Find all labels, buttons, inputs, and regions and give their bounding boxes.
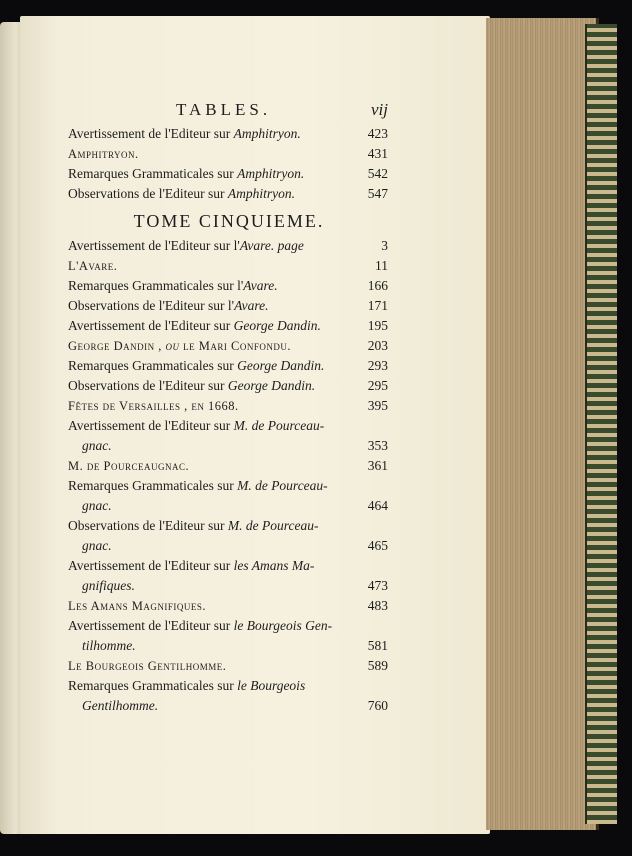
- toc-entry: [68, 236, 390, 256]
- toc-page-number: 361: [367, 458, 388, 473]
- toc-entry: [68, 184, 390, 204]
- entry-text: Observations de l'Editeur sur: [68, 186, 228, 201]
- book-page: [20, 16, 490, 834]
- toc-page-number: 195: [367, 318, 388, 333]
- book-spine: [585, 24, 617, 824]
- toc-page-number: 465: [367, 538, 388, 553]
- entry-text: Fêtes de Versailles , en 1668.: [68, 399, 239, 413]
- entry-list: [68, 124, 390, 716]
- entry-italic-text: Amphitryon.: [227, 186, 296, 201]
- toc-entry: [68, 336, 390, 356]
- toc-entry-title: [68, 596, 390, 616]
- entry-text: Remarques Grammaticales sur: [68, 358, 238, 373]
- toc-page-number: 431: [367, 146, 388, 161]
- toc-entry: [68, 124, 390, 144]
- toc-entry: [68, 296, 390, 316]
- entry-continuation: gnac.: [82, 538, 112, 553]
- entry-italic-text: Amphitryon.: [237, 166, 305, 181]
- running-header: [68, 100, 390, 120]
- toc-page-number: 203: [367, 338, 388, 353]
- entry-continuation: gnac.: [82, 498, 112, 513]
- toc-entry: [68, 376, 390, 396]
- toc-page-number: 293: [367, 358, 388, 373]
- section-title: TOME CINQUIEME.: [133, 211, 325, 231]
- entry-text: Remarques Grammaticales sur l': [68, 278, 244, 293]
- toc-page-number: 3: [381, 238, 388, 253]
- toc-entry-title: [68, 276, 390, 296]
- toc-page-number: 353: [367, 438, 388, 453]
- entry-text: Les Amans Magnifiques.: [68, 599, 206, 613]
- entry-text: M. de Pourceaugnac.: [68, 459, 190, 473]
- toc-entry-title: [68, 396, 390, 416]
- entry-text: Observations de l'Editeur sur l': [68, 298, 235, 313]
- entry-text: Amphitryon.: [68, 147, 139, 161]
- entry-text: L'Avare.: [68, 259, 118, 273]
- toc-page-number: 547: [367, 186, 388, 201]
- toc-entry: [68, 656, 390, 676]
- toc-entry-title: [68, 676, 390, 716]
- entry-italic-text: Avare.: [234, 298, 269, 313]
- toc-entry: [68, 256, 390, 276]
- page-edges: [486, 18, 599, 830]
- toc-entry: [68, 144, 390, 164]
- entry-continuation: gnifiques.: [82, 578, 135, 593]
- toc-page-number: 542: [367, 166, 388, 181]
- toc-entry-title: [68, 296, 390, 316]
- entry-italic-text: M. de Pourceau-: [233, 418, 325, 433]
- toc-entry-title: [68, 616, 390, 656]
- entry-italic-text: le Bourgeois: [237, 678, 306, 693]
- toc-page-number: 483: [367, 598, 388, 613]
- toc-entry-title: [68, 256, 390, 276]
- entry-text: Avertissement de l'Editeur sur l': [68, 238, 240, 253]
- toc-entry: [68, 596, 390, 616]
- entry-italic-text: Avare.: [243, 278, 278, 293]
- entry-text: Remarques Grammaticales sur: [68, 478, 238, 493]
- toc-entry-title: [68, 336, 390, 356]
- entry-italic-text: ou: [165, 339, 180, 353]
- toc-entry: [68, 516, 390, 556]
- toc-entry-title: [68, 556, 390, 596]
- toc-entry-title: [68, 236, 390, 256]
- toc-page-number: 171: [367, 298, 388, 313]
- toc-entry-title: [68, 456, 390, 476]
- toc-entry: [68, 164, 390, 184]
- entry-italic-text: George Dandin.: [233, 318, 321, 333]
- toc-entry: [68, 396, 390, 416]
- entry-continuation: tilhomme.: [82, 638, 136, 653]
- previous-page-edge: [0, 22, 22, 834]
- toc-entry-title: [68, 656, 390, 676]
- entry-italic-text: M. de Pourceau-: [227, 518, 319, 533]
- toc-page-number: 464: [367, 498, 388, 513]
- entry-text: Remarques Grammaticales sur: [68, 678, 238, 693]
- toc-page-number: 295: [367, 378, 388, 393]
- toc-entry: [68, 416, 390, 456]
- toc-entry-title: [68, 376, 390, 396]
- entry-text: Avertissement de l'Editeur sur: [68, 618, 234, 633]
- toc-entry: [68, 456, 390, 476]
- toc-entry: [68, 276, 390, 296]
- entry-italic-text: Avare. page: [239, 238, 304, 253]
- entry-italic-text: M. de Pourceau-: [237, 478, 328, 493]
- toc-entry-title: [68, 164, 390, 184]
- toc-page-number: 395: [367, 398, 388, 413]
- toc-entry-title: [68, 184, 390, 204]
- toc-page-number: 166: [367, 278, 388, 293]
- entry-text-suffix: le Mari Confondu.: [179, 339, 291, 353]
- entry-continuation: gnac.: [82, 438, 112, 453]
- entry-italic-text: George Dandin.: [227, 378, 316, 393]
- entry-text: Avertissement de l'Editeur sur: [68, 318, 234, 333]
- toc-entry: [68, 316, 390, 336]
- entry-text: Avertissement de l'Editeur sur: [68, 418, 234, 433]
- header-page-number: vij: [371, 100, 388, 119]
- entry-text: George Dandin ,: [68, 339, 166, 353]
- toc-page-number: 11: [375, 258, 388, 273]
- entry-text: Observations de l'Editeur sur: [68, 378, 228, 393]
- toc-entry-title: [68, 144, 390, 164]
- entry-italic-text: les Amans Ma-: [233, 558, 315, 573]
- toc-entry-title: [68, 316, 390, 336]
- toc-entry: [68, 556, 390, 596]
- toc-entry-title: [68, 356, 390, 376]
- toc-page-number: 760: [367, 698, 388, 713]
- entry-text: Le Bourgeois Gentilhomme.: [68, 659, 227, 673]
- toc-page-number: 589: [367, 658, 388, 673]
- toc-page-number: 473: [367, 578, 388, 593]
- toc-entry: [68, 676, 390, 716]
- entry-text: Avertissement de l'Editeur sur: [68, 126, 234, 141]
- toc-page-number: 423: [367, 126, 388, 141]
- toc-entry-title: [68, 516, 390, 556]
- header-title: TABLES.: [176, 100, 272, 119]
- entry-text: Avertissement de l'Editeur sur: [68, 558, 234, 573]
- entry-italic-text: George Dandin.: [237, 358, 325, 373]
- toc-entry: [68, 476, 390, 516]
- toc-page-number: 581: [367, 638, 388, 653]
- toc-entry-title: [68, 416, 390, 456]
- toc-entry: [68, 356, 390, 376]
- entry-italic-text: le Bourgeois Gen-: [233, 618, 333, 633]
- toc-entry-title: [68, 124, 390, 144]
- entry-continuation: Gentilhomme.: [82, 698, 159, 713]
- entry-text: Remarques Grammaticales sur: [68, 166, 238, 181]
- toc-entry-title: [68, 476, 390, 516]
- toc-entry: [68, 616, 390, 656]
- entry-text: Observations de l'Editeur sur: [68, 518, 228, 533]
- entry-italic-text: Amphitryon.: [233, 126, 301, 141]
